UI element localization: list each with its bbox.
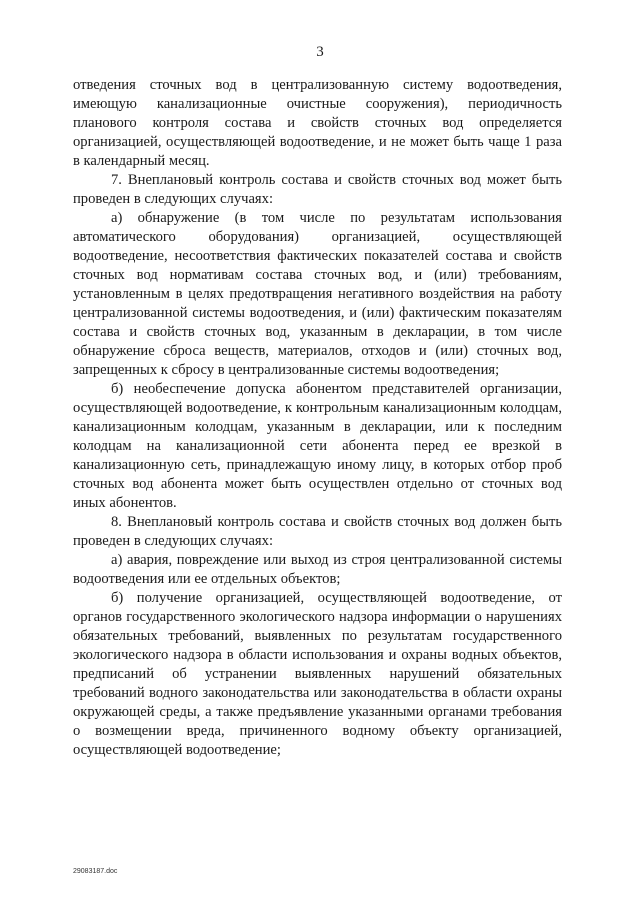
paragraph-continuation: отведения сточных вод в централизованную систему водоотведения, имеющую канализационные очистные сооружения), периодичность планового контроля состава и свойств сточных вод определяется организацией, осуществляющей водоотведение, и не может быть чаще 1 раза в календарный месяц. xyxy=(73,77,562,169)
paragraph-item-8b: б) получение организацией, осуществляющей водоотведение, от органов государственного экологического надзора информации о нарушениях обязательных требований, выявленных по результатам государственного экологического надзора в области использования и охраны водных объектов, предписаний об устранении выявленных нарушений обязательных требований водного законодательства или законодательства в области охраны окружающей среды, а также предъявление указанными органами требования о возмещении вреда, причиненного водному объекту организацией, осуществляющей водоотведение; xyxy=(73,590,562,758)
paragraph-item-7: 7. Внеплановый контроль состава и свойств сточных вод может быть проведен в следующих случаях: xyxy=(73,172,562,207)
paragraph-item-8: 8. Внеплановый контроль состава и свойств сточных вод должен быть проведен в следующих случаях: xyxy=(73,514,562,549)
paragraph-item-7a: а) обнаружение (в том числе по результатам использования автоматического оборудования) организацией, осуществляющей водоотведение, несоответствия фактических показателей состава и свойств сточных вод нормативам состава сточных вод, и (или) требованиям, установленным в целях предотвращения негативного воздействия на работу централизованной системы водоотведения, и (или) фактическим показателям состава и свойств сточных вод, указанным в декларации, в том числе обнаружение сброса веществ, материалов, отходов и (или) сточных вод, запрещенных к сбросу в централизованные системы водоотведения; xyxy=(73,210,562,378)
paragraph-item-8a: а) авария, повреждение или выход из строя централизованной системы водоотведения или ее отдельных объектов; xyxy=(73,552,562,587)
paragraph-item-7b: б) необеспечение допуска абонентом представителей организации, осуществляющей водоотведение, к контрольным канализационным колодцам, канализационным колодцам, указанным в декларации, или к последним колодцам на канализационной сети абонента перед ее врезкой в канализационную сеть, принадлежащую иному лицу, в которых отбор проб сточных вод абонента может быть осуществлен отдельно от сточных вод иных абонентов. xyxy=(73,381,562,511)
document-filename-footer: 29083187.doc xyxy=(73,868,118,875)
document-body xyxy=(73,76,562,760)
page-number: 3 xyxy=(316,44,324,60)
